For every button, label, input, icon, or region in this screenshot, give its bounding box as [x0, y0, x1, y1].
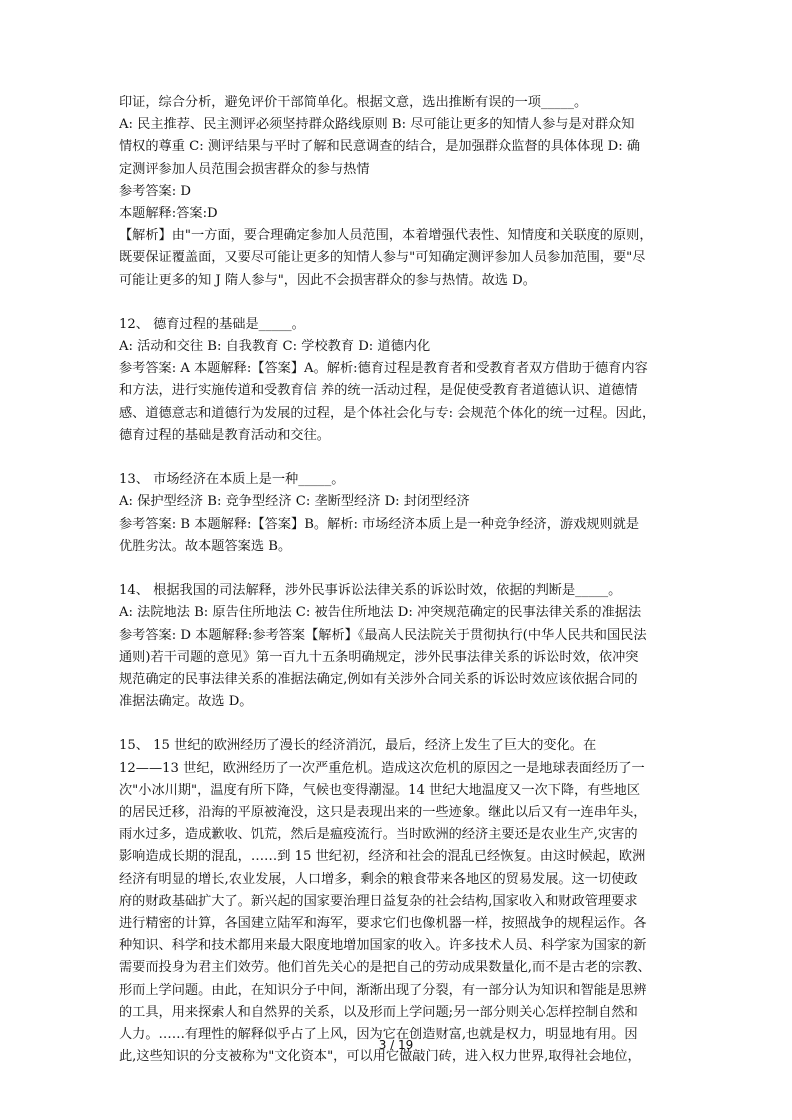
paragraph-gap	[119, 292, 675, 314]
text-line: 和方法，进行实施传道和受教育信 养的统一活动过程，是促使受教育者道德认识、道德情	[119, 383, 638, 399]
page-number: 3 / 19	[378, 1038, 414, 1052]
text-line: 德育过程的基础是教育活动和交往。	[119, 427, 330, 443]
document-body	[119, 92, 675, 1068]
text-line: A: 活动和交往 B: 自我教育 C: 学校教育 D: 道德内化	[119, 339, 431, 355]
text-line: A: 法院地法 B: 原告住所地法 C: 被告住所地法 D: 冲突规范确定的民事法律关系的准据法	[119, 605, 642, 621]
text-line: 此,这些知识的分支被称为"文化资本"，可以用它做敲门砖，进入权力世界,取得社会地位，	[119, 1049, 641, 1065]
text-line: 参考答案: D	[119, 183, 191, 199]
text-line: 种知识、科学和技术都用来最大限度地增加国家的收入。许多技术人员、科学家为国家的新	[119, 938, 647, 954]
text-line: 感、道德意志和道德行为发展的过程，是个体社会化与专: 会规范个体化的统一过程。因此，	[119, 405, 656, 421]
text-line: 本题解释:答案:D	[119, 205, 218, 221]
text-line: 参考答案: B 本题解释:【答案】B。解析: 市场经济本质上是一种竞争经济，游戏规则就是	[119, 516, 640, 532]
text-line: 13、 市场经济在本质上是一种_____。	[119, 472, 345, 488]
text-line: 参考答案: A 本题解释:【答案】A。解析:德育过程是教育者和受教育者双方借助于德育内容	[119, 361, 648, 377]
text-line: 的居民迁移，沿海的平原被淹没，这只是表现出来的一些迹象。继此以后又有一连串年头，	[119, 805, 647, 820]
text-line: 定测评参加人员范围会损害群众的参与热情	[119, 161, 370, 177]
text-line: 的工具，用来探索人和自然界的关系，以及形而上学问题;另一部分则关心怎样控制自然和	[119, 1004, 638, 1020]
text-line: 情权的尊重 C: 测评结果与平时了解和民意调查的结合，是加强群众监督的具体体现 D: 确	[119, 139, 641, 155]
text-line: 【解析】由"一方面，要合理确定参加人员范围，本着增强代表性、知情度和关联度的原则，	[119, 228, 653, 244]
text-line: 人力。……有理性的解释似乎占了上风，因为它在创造财富,也就是权力，明显地有用。因	[119, 1026, 638, 1042]
text-line: 参考答案: D 本题解释:参考答案【解析】《最高人民法院关于贯彻执行(中华人民共和国民法	[119, 627, 647, 643]
text-line: 形而上学问题。由此，在知识分子中间，渐渐出现了分裂，有一部分认为知识和智能是思辨	[119, 982, 647, 998]
text-line: 12、 德育过程的基础是_____。	[119, 316, 305, 332]
text-line: A: 民主推荐、民主测评必须坚持群众路线原则 B: 尽可能让更多的知情人参与是对群众知	[119, 117, 635, 133]
text-line: 雨水过多，造成歉收、饥荒，然后是瘟疫流行。当时欧洲的经济主要还是农业生产,灾害的	[119, 827, 638, 843]
text-line: A: 保护型经济 B: 竞争型经济 C: 垄断型经济 D: 封闭型经济	[119, 494, 470, 510]
text-line: 既要保证覆盖面，又要尽可能让更多的知情人参与"可知确定测评参加人员参加范围，要"尽	[119, 250, 646, 266]
text-line: 经济有明显的增长,农业发展，人口增多，剩余的粮食带来各地区的贸易发展。这一切使政	[119, 871, 638, 887]
text-line: 14、 根据我国的司法解释，涉外民事诉讼法律关系的诉讼时效，依据的判断是_____。	[119, 583, 622, 599]
text-line: 优胜劣汰。故本题答案选 B。	[119, 538, 292, 554]
text-line: 15、 15 世纪的欧洲经历了漫长的经济消沉，最后，经济上发生了巨大的变化。在	[119, 738, 597, 754]
text-line: 进行精密的计算，各国建立陆军和海军，要求它们也像机器一样，按照战争的规程运作。各	[119, 915, 647, 931]
text-line: 准据法确定。故选 D。	[119, 694, 253, 710]
paragraph-gap	[119, 447, 675, 469]
text-line: 影响造成长期的混乱，……到 15 世纪初，经济和社会的混乱已经恢复。由这时候起，欧洲	[119, 849, 646, 865]
text-line: 可能让更多的知 J 隋人参与"，因此不会损害群众的参与热情。故选 D。	[119, 272, 536, 288]
text-line: 规范确定的民事法律关系的准据法确定,例如有关涉外合同关系的诉讼时效应该依据合同的	[119, 671, 638, 687]
text-line: 印证，综合分析，避免评价干部简单化。根据文意，选出推断有误的一项_____。	[119, 95, 588, 110]
paragraph-gap	[119, 713, 675, 735]
text-line: 通则)若干司题的意见》第一百九十五条明确规定，涉外民事法律关系的诉讼时效，依冲突	[119, 649, 639, 665]
text-line: 需要而投身为君主们效劳。他们首先关心的是把自己的劳动成果数量化,而不是古老的宗教、	[119, 960, 651, 976]
text-line: 12——13 世纪，欧洲经历了一次严重危机。造成这次危机的原因之一是地球表面经历了一	[119, 760, 645, 776]
paragraph-gap	[119, 558, 675, 580]
text-line: 府的财政基础扩大了。新兴起的国家要治理日益复杂的社会结构,国家收入和财政管理要求	[119, 893, 638, 909]
text-line: 次"小冰川期"，温度有所下降，气候也变得潮湿。14 世纪大地温度又一次下降，有些地区	[119, 782, 641, 798]
